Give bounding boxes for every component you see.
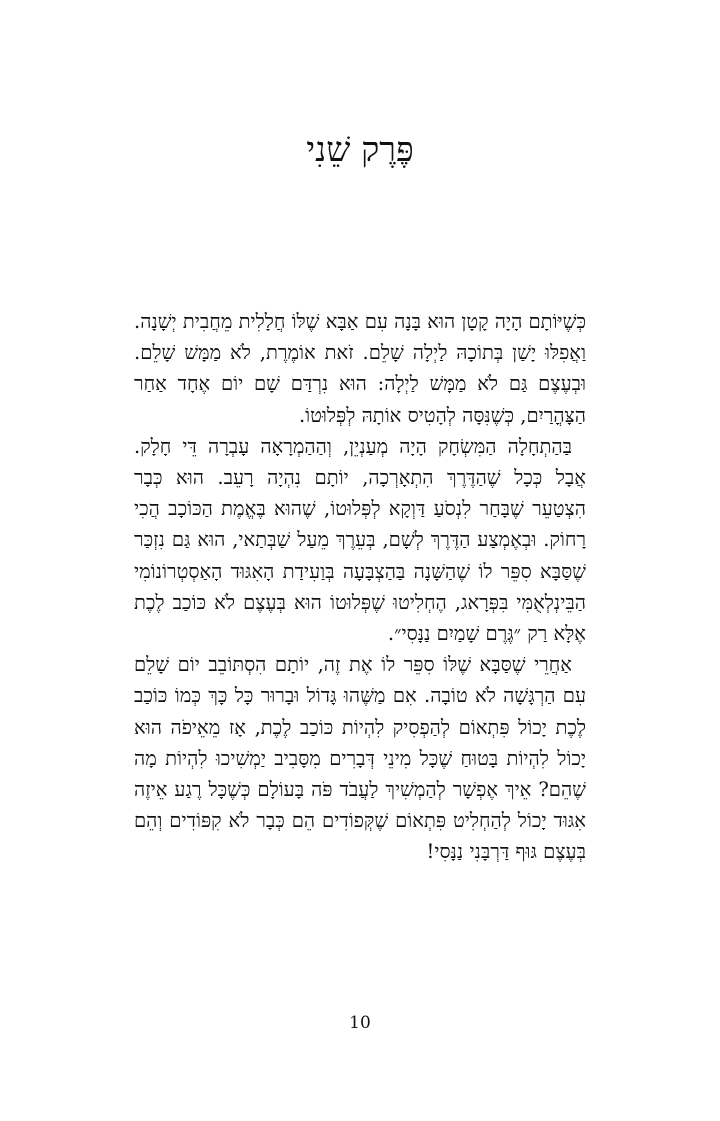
chapter-body	[134, 306, 586, 868]
paragraph: כְּשֶׁיּוֹתָם הָיָה קָטָן הוּא בָּנָה עִם אַבָּא שֶׁלּוֹ חֲלָלִית מֵחֲבִית יְשָׁנָה. וַאֲפִלּוּ יָשַׁן בְּתוֹכָהּ לַיְלָה שָׁלֵם. זֹאת אוֹמֶרֶת, לֹא מַמָּשׁ שָׁלֵם. וּבְעֶצֶם גַּם לֹא מַמָּשׁ לַיְלָה: הוּא נִרְדַּם שָׁם יוֹם אֶחָד אַחַר הַצָּהֳרַיִם, כְּשֶׁנִּסָּה לְהָטִיס אוֹתָהּ לְפְּלוּטוֹ.	[134, 310, 586, 427]
chapter-title: פֶּרֶק שֵׁנִי	[306, 130, 414, 170]
paragraph: בַּהַתְחָלָה הַמִּשְׂחָק הָיָה מְעַנְיֵן, וְהַהַמְרָאָה עָבְרָה דֵּי חָלָק. אֲבָל כְּכָל שֶׁהַדֶּרֶךְ הִתְאָרְכָה, יוֹתָם נִהְיָה רָעֵב. הוּא כְּבָר הִצְטַעֵר שֶׁבָּחַר לִנְסֹעַ דַּוְקָא לְפְּלוּטוֹ, שֶׁהוּא בֶּאֱמֶת הַכּוֹכָב הֲכִי רָחוֹק. וּבְאֶמְצַע הַדֶּרֶךְ לְשָׁם, בְּעֵרֶךְ מֵעַל שַׁבְּתַאי, הוּא גַּם נִזְכַּר שֶׁסַּבָּא סִפֵּר לוֹ שֶׁהַשָּׁנָה בַּהַצְבָּעָה בְּוַעִידַת הָאִגּוּד הָאַסְטְרוֹנוֹמִי הַבֵּינְלְאֻמִּי בִּפְּרָאג, הֶחְלִיטוּ שֶׁפְּלוּטוֹ הוּא בְּעֶצֶם לֹא כּוֹכַב לֶכֶת אֶלָּא רַק ״גֶּרֶם שָׁמַיִם נַנָּסִי״.	[134, 434, 586, 646]
page-number: 10	[349, 1013, 371, 1033]
paragraph: אַחֲרֵי שֶׁסַּבָּא שֶׁלּוֹ סִפֵּר לוֹ אֶת זֶה, יוֹתָם הִסְתּוֹבֵב יוֹם שָׁלֵם עִם הַרְגָּשָׁה לֹא טוֹבָה. אִם מַשֶּׁהוּ גָּדוֹל וּבָרוּר כָּל כָּךְ כְּמוֹ כּוֹכַב לֶכֶת יָכוֹל פִּתְאוֹם לְהַפְסִיק לִהְיוֹת כּוֹכַב לֶכֶת, אָז מֵאֵיפֹה הוּא יָכוֹל לִהְיוֹת בָּטוּחַ שֶׁכָּל מִינֵי דְּבָרִים מִסָּבִיב יַמְשִׁיכוּ לִהְיוֹת מָה שֶׁהֵם? אֵיךְ אֶפְשָׁר לְהַמְשִׁיךְ לַעֲבֹד פֹּה בָּעוֹלָם כְּשֶׁכָּל רֶגַע אֵיזֶה אִגּוּד יָכוֹל לְהַחְלִיט פִּתְאוֹם שֶׁקְּפוֹדִים הֵם כְּבָר לֹא קִפּוֹדִים וְהֵם בְּעֶצֶם גּוּף דַּרְבָּנִי נַנָּסִי!	[134, 653, 586, 864]
